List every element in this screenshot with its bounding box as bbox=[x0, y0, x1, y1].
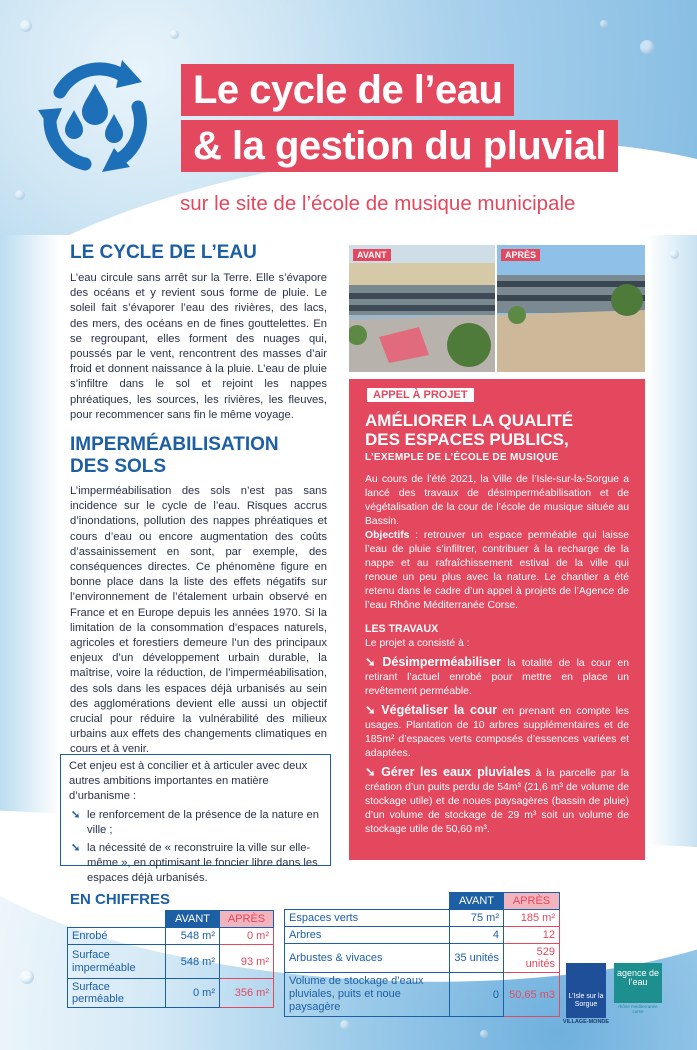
table-row: Surface imperméable 548 m² 93 m² bbox=[68, 945, 274, 979]
table-row: Enrobé 548 m² 0 m² bbox=[68, 928, 274, 945]
enjeu-intro: Cet enjeu est à concilier et à articuler avec deux autres ambitions importantes en matière d’urbanisme : bbox=[69, 760, 308, 802]
col-apres: APRÈS bbox=[504, 893, 560, 910]
table-row: Espaces verts 75 m² 185 m² bbox=[285, 910, 560, 927]
appel-projet-tag: APPEL À PROJET bbox=[367, 388, 474, 402]
list-item: ➘ le renforcement de la présence de la nature en ville ; bbox=[71, 809, 319, 836]
title-line-2: & la gestion du pluvial bbox=[181, 120, 618, 172]
chiffres-table-1 bbox=[67, 910, 274, 1008]
heading-imper-line-1: IMPERMÉABILISATION bbox=[70, 434, 279, 455]
bubble bbox=[480, 1030, 488, 1038]
bubble bbox=[670, 250, 679, 259]
tag-apres: APRÈS bbox=[501, 249, 540, 261]
travaux-item: ➘ Gérer les eaux pluviales à la parcelle par la création d’un puits perdu de 54m³ (21,6 m³ de volume de stockage utile) et de noues paysagères (bassin de pluie) d’un volume de stockage de 29 m³ soit un volume de stockage utile de 50,60 m³. bbox=[365, 765, 630, 835]
panel-heading: AMÉLIORER LA QUALITÉ DES ESPACES PUBLICS, bbox=[365, 411, 574, 449]
photo-avant bbox=[349, 245, 495, 372]
panel-subheading: L’EXEMPLE DE L’ÉCOLE DE MUSIQUE bbox=[365, 452, 559, 463]
tag-avant: AVANT bbox=[353, 249, 391, 261]
table-row: Arbustes & vivaces 35 unités 529 unités bbox=[285, 944, 560, 973]
travaux-item: ➘ Désimperméabiliser la totalité de la cour en retirant l’actuel enrobé pour mettre en place un revêtement perméable. bbox=[365, 655, 629, 697]
enjeu-list bbox=[69, 808, 322, 886]
photo-apres bbox=[497, 245, 645, 372]
col-avant: AVANT bbox=[166, 911, 220, 928]
arrow-icon: ➘ bbox=[71, 842, 81, 854]
isle-logo-caption: VILLAGE-MONDE bbox=[562, 1019, 610, 1025]
chiffres-table-2 bbox=[284, 892, 560, 1017]
table-row: Arbres 4 12 bbox=[285, 927, 560, 944]
chiffres-heading: EN CHIFFRES bbox=[70, 891, 171, 908]
table-row: Surface perméable 0 m² 356 m² bbox=[68, 979, 274, 1008]
arrow-icon: ➘ bbox=[365, 703, 382, 717]
enjeu-box bbox=[60, 754, 331, 884]
heading-imper-line-2: DES SOLS bbox=[70, 456, 167, 477]
col-apres: APRÈS bbox=[220, 911, 274, 928]
arrow-icon: ➘ bbox=[365, 765, 382, 779]
paragraph-cycle: L’eau circule sans arrêt sur la Terre. Elle s’évapore des océans et y revient sous forme de pluie. Le soleil fait s’évaporer l’eau des rivières, des lacs, des mers, des océans en de fines gouttelettes. En se regroupant, elles forment des nuages qui, poussés par le vent, rencontrent des masses d’air froid et donnent naissance à la pluie. L’eau de pluie s’infiltre dans le sol et rejoint les nappes phréatiques, les sources, les rivières, les fleuves, pour recommencer sans fin le même voyage. bbox=[70, 272, 327, 421]
agence-logo-subtitle: rhône méditerranée corse bbox=[618, 1004, 658, 1014]
subtitle: sur le site de l’école de musique municipale bbox=[180, 192, 576, 215]
list-item: ➘ la nécessité de « reconstruire la ville sur elle-même », en optimisant le foncier libre dans les espaces déjà urbanisés. bbox=[71, 842, 318, 884]
agence-de-leau-logo: agence de l’eau bbox=[614, 963, 662, 1003]
col-avant: AVANT bbox=[450, 893, 504, 910]
appel-projet-panel bbox=[349, 379, 645, 860]
bubble bbox=[20, 970, 34, 984]
panel-paragraph: Au cours de l’été 2021, la Ville de l’Isle-sur-la-Sorgue a lancé des travaux de désimperméabilisation et de végétalisation de la cour de l’école de musique située au Bassin. Objectifs : retrouver un espace perméable qui laisse l’eau de pluie s’infiltrer, contribuer à la recharge de la nappe et au rafraîchissement estival de la ville qui renoue un peu plus avec la nature. Le chantier a été retenu dans le cadre d’un appel à projets de l’Agence de l’eau Rhône Méditerranée Corse. bbox=[365, 474, 629, 611]
bubble bbox=[600, 20, 608, 28]
objectifs-label: Objectifs bbox=[365, 530, 410, 541]
bubble bbox=[20, 20, 32, 32]
bubble bbox=[640, 40, 654, 54]
travaux-heading: LES TRAVAUX bbox=[365, 623, 439, 635]
paragraph-impermeabilisation: L’imperméabilisation des sols n’est pas sans incidence sur le cycle de l’eau. Risques accrus d’inondations, pollution des nappes phréatiques et cours d’eau ou encore augmentation des coûts d’assainissement en sont, par exemple, des conséquences directes. Ce phénomène figure en bonne place dans la liste des effets négatifs sur l’environnement de l’étalement urbain observé en France et en Europe depuis les années 1970. Si la limitation de la consommation d’espaces naturels, agricoles et forestiers demeure l’un des principaux enjeux d’un développement urbain durable, la maîtrise, voire la réduction, de l’imperméabilisation, des sols dans les espaces déjà urbanisés au sein des agglomérations devient elle aussi un objectif crucial pour réduire la vulnérabilité des milieux urbains aux effets des changements climatiques en cours et à venir. bbox=[70, 485, 327, 756]
travaux-item: ➘ Végétaliser la cour en prenant en compte les usages. Plantation de 10 arbres supplémentaires et de 185m² d’espaces verts composés d’essences variées et adaptées. bbox=[365, 703, 629, 759]
heading-impermeabilisation bbox=[70, 434, 328, 478]
travaux-intro: Le projet a consisté à : bbox=[365, 638, 470, 649]
arrow-icon: ➘ bbox=[71, 809, 81, 821]
bubble bbox=[170, 30, 179, 39]
isle-sur-la-sorgue-logo: L’Isle sur la Sorgue bbox=[566, 963, 606, 1018]
title-line-1: Le cycle de l’eau bbox=[181, 64, 514, 116]
water-background-right bbox=[647, 235, 697, 935]
water-cycle-icon bbox=[30, 52, 160, 182]
heading-cycle: LE CYCLE DE L’EAU bbox=[70, 242, 257, 263]
arrow-icon: ➘ bbox=[365, 655, 383, 669]
bubble bbox=[340, 1020, 350, 1030]
table-row: Volume de stockage d’eaux pluviales, puits et noue paysagère 0 50,65 m3 bbox=[285, 973, 560, 1017]
bubble bbox=[15, 190, 25, 200]
